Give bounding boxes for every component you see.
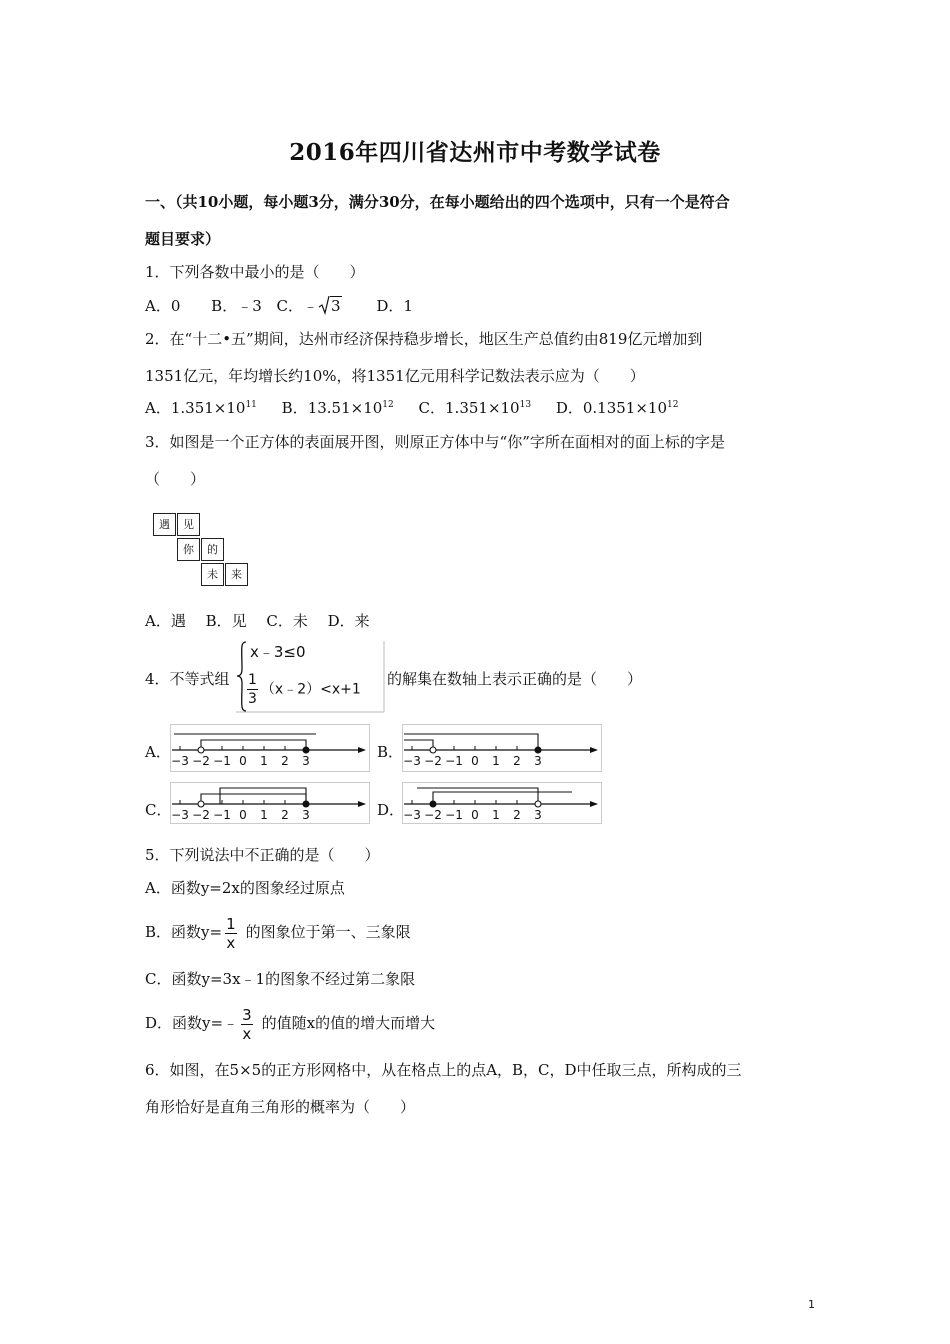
number-line-option-d [402, 782, 602, 824]
tick-label: 3 [534, 808, 542, 822]
tick-label: −3 [403, 754, 421, 768]
solution-bracket-inner [220, 788, 306, 804]
net-cell: 你 [177, 538, 200, 561]
tick-label: −3 [403, 808, 421, 822]
axis-arrow [358, 801, 366, 807]
q5-option-d: D．函数y=﹣ $\frac{3}{x}$ 的值随x的值的增大而增大 [145, 1005, 436, 1043]
q2-option-a: A．$1.351\times 10^{11}$ [145, 399, 257, 417]
q6-stem-line2: 角形恰好是直角三角形的概率为（ ） [145, 1098, 416, 1116]
section-header-line1: 一、（共10小题，每小题3分，满分30分，在每小题给出的四个选项中，只有一个是符合 [145, 193, 730, 211]
q1-options [145, 295, 413, 316]
q1-stem: 1．下列各数中最小的是（ ） [145, 263, 365, 281]
tick-label: 2 [513, 754, 521, 768]
endpoint-3 [535, 801, 541, 807]
tick-label: 0 [239, 808, 247, 822]
q2-option-b: B．$13.51\times 10^{12}$ [281, 399, 394, 417]
q5-stem: 5．下列说法中不正确的是（ ） [145, 846, 380, 864]
endpoint-minus-2 [198, 747, 204, 753]
tick-label: 2 [281, 808, 289, 822]
tick-label: −2 [192, 754, 210, 768]
tick-label: −1 [213, 754, 231, 768]
q5-option-b: B．函数y= $\frac{1}{x}$ 的图象位于第一、三象限 [145, 914, 411, 952]
q4-label-c: C． [145, 801, 172, 819]
q1-option-d: D．1 [376, 297, 413, 315]
net-cell: 遇 [153, 513, 176, 536]
q2-stem-line2: 1351亿元，年均增长约10%，将1351亿元用科学记数法表示应为（ ） [145, 367, 645, 385]
q1-option-c: C．﹣ 3 [276, 297, 341, 315]
endpoint-3 [303, 801, 309, 807]
inequality-2: $\frac{1}{3}$ （x﹣2）<x+1 [248, 672, 361, 707]
net-cell: 未 [201, 563, 224, 586]
cube-net-figure [153, 513, 253, 588]
endpoint-minus-2 [430, 747, 436, 753]
number-line-option-b [402, 724, 602, 772]
exam-title: 2016年四川省达州市中考数学试卷 [289, 139, 661, 166]
solution-bracket [201, 740, 306, 750]
inequality-1: x﹣3≤0 [250, 643, 306, 661]
q2-options [145, 398, 678, 418]
axis-arrow [590, 801, 598, 807]
q4-label-b: B． [377, 743, 404, 761]
tick-label: 0 [239, 754, 247, 768]
endpoint-3 [535, 747, 541, 753]
tick-label: 3 [302, 754, 310, 768]
solution-bracket [201, 794, 306, 804]
tick-label: 2 [281, 754, 289, 768]
q2-option-c: C．$1.351\times 10^{13}$ [418, 399, 532, 417]
axis-arrow [358, 747, 366, 753]
number-line-option-a [170, 724, 370, 772]
net-cell: 的 [201, 538, 224, 561]
tick-label: 1 [260, 808, 268, 822]
tick-label: −1 [213, 808, 231, 822]
q2-stem-line1: 2．在“十二•五”期间，达州市经济保持稳步增长，地区生产总值约由819亿元增加到 [145, 330, 703, 348]
q1-option-a: A．0 [145, 297, 181, 315]
tick-label: 2 [513, 808, 521, 822]
q2-option-d: D．$0.1351\times 10^{12}$ [555, 399, 679, 417]
number-line-option-c [170, 782, 370, 824]
axis-arrow [590, 747, 598, 753]
tick-label: −2 [192, 808, 210, 822]
tick-label: 1 [492, 754, 500, 768]
tick-label: 3 [534, 754, 542, 768]
solution-ray-left [404, 740, 433, 750]
tick-label: 1 [260, 754, 268, 768]
section-header-line2: 题目要求） [145, 230, 221, 248]
fraction-one-third: $\frac{1}{3}$ [248, 672, 257, 707]
q6-stem-line1: 6．如图，在5×5的正方形网格中，从在格点上的点A，B，C，D中任取三点，所构成的三 [145, 1061, 742, 1079]
q5-option-c: C．函数y=3x﹣1的图象不经过第二象限 [145, 970, 416, 988]
inequality-system [236, 639, 386, 714]
endpoint-3 [303, 747, 309, 753]
sqrt-symbol: 3 [318, 295, 342, 316]
tick-label: 0 [471, 808, 479, 822]
q1-option-b: B．﹣3 [211, 297, 262, 315]
q4-label-d: D． [377, 801, 405, 819]
q4-stem-post: 的解集在数轴上表示正确的是（ ） [387, 670, 643, 688]
endpoint-minus-2 [430, 801, 436, 807]
q4-label-a: A． [145, 743, 171, 761]
endpoint-minus-2 [198, 801, 204, 807]
tick-label: 3 [302, 808, 310, 822]
tick-label: −2 [424, 808, 442, 822]
page-number: 1 [808, 1298, 815, 1311]
q3-stem-line2: （ ） [145, 470, 206, 488]
fraction-1-over-x: $\frac{1}{x}$ [226, 914, 236, 952]
solution-ray-right [404, 734, 538, 750]
fraction-3-over-x: $\frac{3}{x}$ [242, 1005, 252, 1043]
q5-option-a: A．函数y=2x的图象经过原点 [145, 879, 345, 897]
tick-label: −1 [445, 754, 463, 768]
net-cell: 来 [225, 563, 248, 586]
net-cell: 见 [177, 513, 200, 536]
q4-stem-pre: 4．不等式组 [145, 670, 230, 688]
tick-label: −1 [445, 808, 463, 822]
tick-label: −2 [424, 754, 442, 768]
tick-label: 1 [492, 808, 500, 822]
tick-label: 0 [471, 754, 479, 768]
tick-label: −3 [171, 808, 189, 822]
q3-options: A．遇 B．见 C．未 D．来 [145, 612, 370, 630]
q3-stem-line1: 3．如图是一个正方体的表面展开图，则原正方体中与“你”字所在面相对的面上标的字是 [145, 433, 725, 451]
tick-label: −3 [171, 754, 189, 768]
